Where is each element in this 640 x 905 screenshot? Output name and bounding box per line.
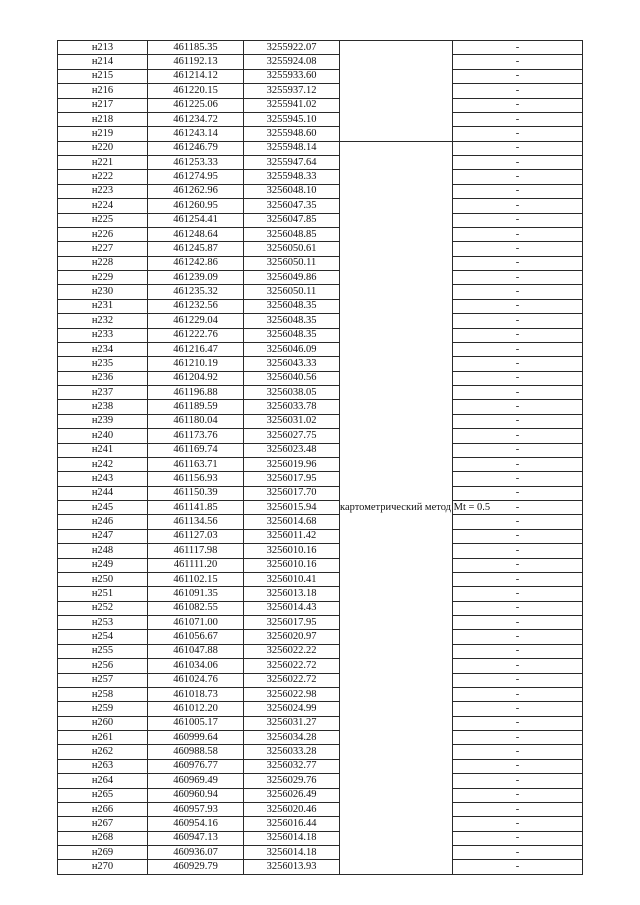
y-coordinate-cell: 3256050.11 (244, 256, 340, 270)
table-row (58, 256, 583, 270)
point-cell: н217 (58, 98, 148, 112)
note-cell: - (453, 587, 583, 601)
note-cell: - (453, 860, 583, 874)
y-coordinate-cell: 3256010.41 (244, 572, 340, 586)
table-row (58, 227, 583, 241)
table-row (58, 831, 583, 845)
table-row (58, 860, 583, 874)
y-coordinate-cell: 3256015.94 (244, 501, 340, 515)
y-coordinate-cell: 3256033.78 (244, 400, 340, 414)
y-coordinate-cell: 3256048.35 (244, 328, 340, 342)
y-coordinate-cell: 3256010.16 (244, 544, 340, 558)
point-cell: н227 (58, 242, 148, 256)
x-coordinate-cell: 461156.93 (148, 472, 244, 486)
method-cell (340, 141, 491, 874)
x-coordinate-cell: 461005.17 (148, 716, 244, 730)
table-row (58, 342, 583, 356)
y-coordinate-cell: 3256047.35 (244, 199, 340, 213)
y-coordinate-cell: 3256010.16 (244, 558, 340, 572)
point-cell: н219 (58, 127, 148, 141)
x-coordinate-cell: 461254.41 (148, 213, 244, 227)
x-coordinate-cell: 461222.76 (148, 328, 244, 342)
note-cell: - (453, 170, 583, 184)
x-coordinate-cell: 460947.13 (148, 831, 244, 845)
x-coordinate-cell: 461071.00 (148, 616, 244, 630)
x-coordinate-cell: 461180.04 (148, 414, 244, 428)
x-coordinate-cell: 461173.76 (148, 429, 244, 443)
y-coordinate-cell: 3256014.43 (244, 601, 340, 615)
y-coordinate-cell: 3256013.18 (244, 587, 340, 601)
table-row (58, 98, 583, 112)
x-coordinate-cell: 461220.15 (148, 84, 244, 98)
point-cell: н258 (58, 687, 148, 701)
point-cell: н249 (58, 558, 148, 572)
note-cell: - (453, 659, 583, 673)
note-cell: - (453, 544, 583, 558)
x-coordinate-cell: 460969.49 (148, 774, 244, 788)
x-coordinate-cell: 460988.58 (148, 745, 244, 759)
x-coordinate-cell: 461082.55 (148, 601, 244, 615)
x-coordinate-cell: 460936.07 (148, 846, 244, 860)
note-cell: - (453, 472, 583, 486)
note-cell: - (453, 515, 583, 529)
point-cell: н253 (58, 616, 148, 630)
coordinates-table-body (58, 41, 583, 875)
note-cell: - (453, 759, 583, 773)
x-coordinate-cell: 461253.33 (148, 156, 244, 170)
table-row (58, 486, 583, 500)
note-cell: - (453, 242, 583, 256)
y-coordinate-cell: 3256017.95 (244, 616, 340, 630)
point-cell: н214 (58, 55, 148, 69)
table-row (58, 587, 583, 601)
point-cell: н229 (58, 271, 148, 285)
x-coordinate-cell: 461234.72 (148, 112, 244, 126)
table-row (58, 788, 583, 802)
table-row (58, 184, 583, 198)
y-coordinate-cell: 3256026.49 (244, 788, 340, 802)
point-cell: н241 (58, 443, 148, 457)
x-coordinate-cell: 461056.67 (148, 630, 244, 644)
x-coordinate-cell: 461204.92 (148, 371, 244, 385)
y-coordinate-cell: 3256022.72 (244, 659, 340, 673)
point-cell: н222 (58, 170, 148, 184)
table-row (58, 572, 583, 586)
note-cell: - (453, 687, 583, 701)
x-coordinate-cell: 461141.85 (148, 501, 244, 515)
point-cell: н262 (58, 745, 148, 759)
y-coordinate-cell: 3256048.10 (244, 184, 340, 198)
table-row (58, 501, 583, 515)
note-cell: - (453, 644, 583, 658)
note-cell: - (453, 831, 583, 845)
y-coordinate-cell: 3256019.96 (244, 457, 340, 471)
note-cell: - (453, 213, 583, 227)
point-cell: н228 (58, 256, 148, 270)
note-cell: - (453, 314, 583, 328)
table-row (58, 199, 583, 213)
x-coordinate-cell: 461246.79 (148, 141, 244, 155)
note-cell: - (453, 429, 583, 443)
note-cell: - (453, 156, 583, 170)
y-coordinate-cell: 3256011.42 (244, 529, 340, 543)
table-row (58, 55, 583, 69)
y-coordinate-cell: 3256048.85 (244, 227, 340, 241)
x-coordinate-cell: 461034.06 (148, 659, 244, 673)
x-coordinate-cell: 461216.47 (148, 342, 244, 356)
table-row (58, 673, 583, 687)
table-row (58, 802, 583, 816)
note-cell: - (453, 41, 583, 55)
y-coordinate-cell: 3255948.14 (244, 141, 340, 155)
point-cell: н244 (58, 486, 148, 500)
note-cell: - (453, 846, 583, 860)
y-coordinate-cell: 3255945.10 (244, 112, 340, 126)
point-cell: н266 (58, 802, 148, 816)
point-cell: н252 (58, 601, 148, 615)
note-cell: - (453, 199, 583, 213)
table-row (58, 69, 583, 83)
table-row (58, 630, 583, 644)
point-cell: н220 (58, 141, 148, 155)
x-coordinate-cell: 461127.03 (148, 529, 244, 543)
y-coordinate-cell: 3255948.60 (244, 127, 340, 141)
table-row (58, 386, 583, 400)
note-cell: - (453, 285, 583, 299)
point-cell: н263 (58, 759, 148, 773)
x-coordinate-cell: 461091.35 (148, 587, 244, 601)
note-cell: - (453, 616, 583, 630)
x-coordinate-cell: 461243.14 (148, 127, 244, 141)
point-cell: н250 (58, 572, 148, 586)
y-coordinate-cell: 3256017.70 (244, 486, 340, 500)
table-row (58, 41, 583, 55)
x-coordinate-cell: 461185.35 (148, 41, 244, 55)
table-row (58, 357, 583, 371)
y-coordinate-cell: 3256023.48 (244, 443, 340, 457)
point-cell: н269 (58, 846, 148, 860)
note-cell: - (453, 357, 583, 371)
note-cell: - (453, 414, 583, 428)
y-coordinate-cell: 3256020.97 (244, 630, 340, 644)
note-cell: - (453, 443, 583, 457)
table-row (58, 213, 583, 227)
table-row (58, 659, 583, 673)
point-cell: н239 (58, 414, 148, 428)
x-coordinate-cell: 461012.20 (148, 702, 244, 716)
point-cell: н246 (58, 515, 148, 529)
point-cell: н215 (58, 69, 148, 83)
point-cell: н233 (58, 328, 148, 342)
method-description: картометрический метод Mt = 0.5 (340, 501, 491, 513)
note-cell: - (453, 69, 583, 83)
table-row (58, 472, 583, 486)
point-cell: н230 (58, 285, 148, 299)
note-cell: - (453, 802, 583, 816)
table-row (58, 644, 583, 658)
point-cell: н223 (58, 184, 148, 198)
point-cell: н267 (58, 817, 148, 831)
x-coordinate-cell: 461196.88 (148, 386, 244, 400)
point-cell: н245 (58, 501, 148, 515)
point-cell: н234 (58, 342, 148, 356)
note-cell: - (453, 486, 583, 500)
y-coordinate-cell: 3256049.86 (244, 271, 340, 285)
table-row (58, 702, 583, 716)
point-cell: н259 (58, 702, 148, 716)
point-cell: н256 (58, 659, 148, 673)
method-cell-empty (340, 41, 453, 142)
x-coordinate-cell: 460960.94 (148, 788, 244, 802)
table-row (58, 242, 583, 256)
x-coordinate-cell: 461047.88 (148, 644, 244, 658)
note-cell: - (453, 256, 583, 270)
table-row (58, 731, 583, 745)
y-coordinate-cell: 3255937.12 (244, 84, 340, 98)
point-cell: н247 (58, 529, 148, 543)
x-coordinate-cell: 461024.76 (148, 673, 244, 687)
point-cell: н237 (58, 386, 148, 400)
y-coordinate-cell: 3256050.61 (244, 242, 340, 256)
x-coordinate-cell: 461225.06 (148, 98, 244, 112)
x-coordinate-cell: 461229.04 (148, 314, 244, 328)
note-cell: - (453, 141, 583, 155)
note-cell: - (453, 84, 583, 98)
note-cell: - (453, 227, 583, 241)
x-coordinate-cell: 461117.98 (148, 544, 244, 558)
note-cell: - (453, 716, 583, 730)
note-cell: - (453, 817, 583, 831)
x-coordinate-cell: 461248.64 (148, 227, 244, 241)
y-coordinate-cell: 3256024.99 (244, 702, 340, 716)
y-coordinate-cell: 3256014.18 (244, 846, 340, 860)
note-cell: - (453, 731, 583, 745)
x-coordinate-cell: 461214.12 (148, 69, 244, 83)
table-row (58, 846, 583, 860)
table-row (58, 759, 583, 773)
note-cell: - (453, 529, 583, 543)
y-coordinate-cell: 3256048.35 (244, 299, 340, 313)
point-cell: н255 (58, 644, 148, 658)
x-coordinate-cell: 461192.13 (148, 55, 244, 69)
y-coordinate-cell: 3256047.85 (244, 213, 340, 227)
point-cell: н242 (58, 457, 148, 471)
table-row (58, 328, 583, 342)
note-cell: - (453, 98, 583, 112)
x-coordinate-cell: 461018.73 (148, 687, 244, 701)
note-cell: - (453, 702, 583, 716)
point-cell: н240 (58, 429, 148, 443)
note-cell: - (453, 501, 583, 515)
x-coordinate-cell: 461189.59 (148, 400, 244, 414)
table-row (58, 141, 583, 155)
note-cell: - (453, 127, 583, 141)
note-cell: - (453, 386, 583, 400)
y-coordinate-cell: 3255947.64 (244, 156, 340, 170)
point-cell: н248 (58, 544, 148, 558)
table-row (58, 299, 583, 313)
table-row (58, 774, 583, 788)
y-coordinate-cell: 3256014.68 (244, 515, 340, 529)
y-coordinate-cell: 3256038.05 (244, 386, 340, 400)
point-cell: н260 (58, 716, 148, 730)
note-cell: - (453, 457, 583, 471)
x-coordinate-cell: 461235.32 (148, 285, 244, 299)
y-coordinate-cell: 3255924.08 (244, 55, 340, 69)
x-coordinate-cell: 461134.56 (148, 515, 244, 529)
note-cell: - (453, 630, 583, 644)
y-coordinate-cell: 3256020.46 (244, 802, 340, 816)
point-cell: н251 (58, 587, 148, 601)
x-coordinate-cell: 461242.86 (148, 256, 244, 270)
table-row (58, 429, 583, 443)
x-coordinate-cell: 460929.79 (148, 860, 244, 874)
y-coordinate-cell: 3256032.77 (244, 759, 340, 773)
point-cell: н264 (58, 774, 148, 788)
table-row (58, 414, 583, 428)
table-row (58, 84, 583, 98)
y-coordinate-cell: 3256050.11 (244, 285, 340, 299)
x-coordinate-cell: 460954.16 (148, 817, 244, 831)
point-cell: н225 (58, 213, 148, 227)
table-row (58, 745, 583, 759)
note-cell: - (453, 400, 583, 414)
note-cell: - (453, 271, 583, 285)
note-cell: - (453, 328, 583, 342)
table-row (58, 271, 583, 285)
note-cell: - (453, 558, 583, 572)
x-coordinate-cell: 460976.77 (148, 759, 244, 773)
y-coordinate-cell: 3256046.09 (244, 342, 340, 356)
table-row (58, 616, 583, 630)
y-coordinate-cell: 3256031.02 (244, 414, 340, 428)
table-row (58, 687, 583, 701)
point-cell: н221 (58, 156, 148, 170)
table-row (58, 127, 583, 141)
note-cell: - (453, 774, 583, 788)
table-row (58, 558, 583, 572)
point-cell: н254 (58, 630, 148, 644)
y-coordinate-cell: 3255941.02 (244, 98, 340, 112)
table-row (58, 544, 583, 558)
table-row (58, 156, 583, 170)
y-coordinate-cell: 3256017.95 (244, 472, 340, 486)
table-row (58, 400, 583, 414)
point-cell: н224 (58, 199, 148, 213)
point-cell: н270 (58, 860, 148, 874)
table-row (58, 716, 583, 730)
note-cell: - (453, 572, 583, 586)
point-cell: н238 (58, 400, 148, 414)
x-coordinate-cell: 461232.56 (148, 299, 244, 313)
coordinates-table (57, 40, 583, 875)
x-coordinate-cell: 461262.96 (148, 184, 244, 198)
table-row (58, 817, 583, 831)
x-coordinate-cell: 460957.93 (148, 802, 244, 816)
point-cell: н226 (58, 227, 148, 241)
y-coordinate-cell: 3256013.93 (244, 860, 340, 874)
y-coordinate-cell: 3256022.22 (244, 644, 340, 658)
note-cell: - (453, 55, 583, 69)
point-cell: н243 (58, 472, 148, 486)
point-cell: н216 (58, 84, 148, 98)
y-coordinate-cell: 3256016.44 (244, 817, 340, 831)
note-cell: - (453, 601, 583, 615)
y-coordinate-cell: 3256029.76 (244, 774, 340, 788)
y-coordinate-cell: 3256014.18 (244, 831, 340, 845)
x-coordinate-cell: 461169.74 (148, 443, 244, 457)
x-coordinate-cell: 460999.64 (148, 731, 244, 745)
table-row (58, 285, 583, 299)
note-cell: - (453, 745, 583, 759)
x-coordinate-cell: 461150.39 (148, 486, 244, 500)
point-cell: н268 (58, 831, 148, 845)
note-cell: - (453, 299, 583, 313)
point-cell: н265 (58, 788, 148, 802)
y-coordinate-cell: 3256027.75 (244, 429, 340, 443)
y-coordinate-cell: 3256022.72 (244, 673, 340, 687)
point-cell: н261 (58, 731, 148, 745)
y-coordinate-cell: 3256031.27 (244, 716, 340, 730)
y-coordinate-cell: 3256022.98 (244, 687, 340, 701)
y-coordinate-cell: 3256043.33 (244, 357, 340, 371)
y-coordinate-cell: 3255948.33 (244, 170, 340, 184)
note-cell: - (453, 112, 583, 126)
x-coordinate-cell: 461239.09 (148, 271, 244, 285)
table-row (58, 314, 583, 328)
table-row (58, 529, 583, 543)
point-cell: н213 (58, 41, 148, 55)
note-cell: - (453, 184, 583, 198)
x-coordinate-cell: 461102.15 (148, 572, 244, 586)
y-coordinate-cell: 3255933.60 (244, 69, 340, 83)
table-row (58, 601, 583, 615)
point-cell: н236 (58, 371, 148, 385)
table-row (58, 443, 583, 457)
note-cell: - (453, 342, 583, 356)
table-row (58, 515, 583, 529)
y-coordinate-cell: 3256048.35 (244, 314, 340, 328)
x-coordinate-cell: 461111.20 (148, 558, 244, 572)
y-coordinate-cell: 3256034.28 (244, 731, 340, 745)
x-coordinate-cell: 461274.95 (148, 170, 244, 184)
table-row (58, 170, 583, 184)
x-coordinate-cell: 461163.71 (148, 457, 244, 471)
y-coordinate-cell: 3256040.56 (244, 371, 340, 385)
point-cell: н218 (58, 112, 148, 126)
table-row (58, 371, 583, 385)
x-coordinate-cell: 461260.95 (148, 199, 244, 213)
note-cell: - (453, 371, 583, 385)
point-cell: н232 (58, 314, 148, 328)
note-cell: - (453, 788, 583, 802)
x-coordinate-cell: 461245.87 (148, 242, 244, 256)
point-cell: н235 (58, 357, 148, 371)
point-cell: н257 (58, 673, 148, 687)
y-coordinate-cell: 3255922.07 (244, 41, 340, 55)
y-coordinate-cell: 3256033.28 (244, 745, 340, 759)
table-row (58, 112, 583, 126)
note-cell: - (453, 673, 583, 687)
point-cell: н231 (58, 299, 148, 313)
x-coordinate-cell: 461210.19 (148, 357, 244, 371)
table-row (58, 457, 583, 471)
